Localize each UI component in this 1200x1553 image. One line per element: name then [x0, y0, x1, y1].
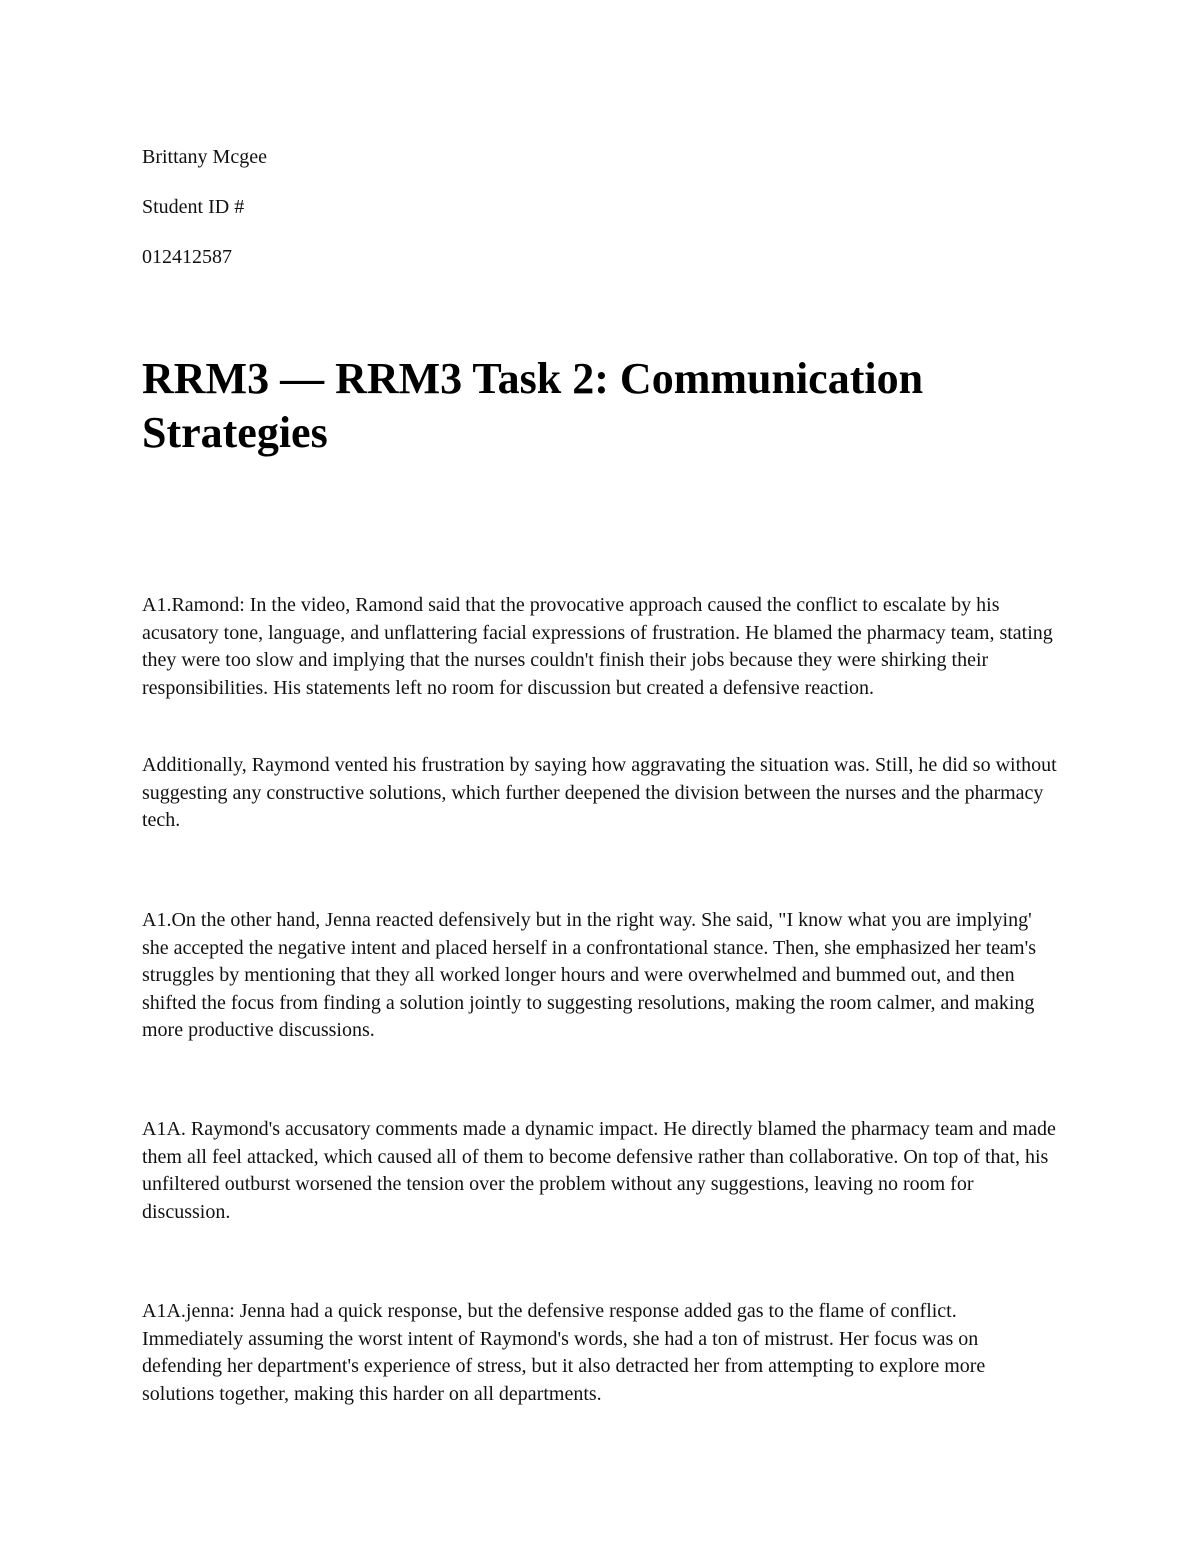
paragraph-a1a-raymond: A1A. Raymond's accusatory comments made a dynamic impact. He directly blamed the pharmacy team and made them all feel attacked, which caused all of them to become defensive rather than collaborative. On top of that, his unfiltered outburst worsened the tension over the problem without any suggestions, leaving no room for discussion.	[142, 1118, 1056, 1223]
student-id-value: 012412587	[142, 246, 232, 268]
paragraph-additionally: Additionally, Raymond vented his frustration by saying how aggravating the situation was. Still, he did so without suggesting any constructive solutions, which further deepened the division between the nurses and the pharmacy tech.	[142, 754, 1057, 831]
author-name: Brittany Mcgee	[142, 146, 267, 168]
paragraph-a1-jenna: A1.On the other hand, Jenna reacted defensively but in the right way. She said, "I know what you are implying' she accepted the negative intent and placed herself in a confrontational stance. Then, she emphasized her team's struggles by mentioning that they all worked longer hours and were overwhelmed and bummed out, and then shifted the focus from finding a solution jointly to suggesting resolutions, making the room calmer, and making more productive discussions.	[142, 909, 1036, 1041]
student-id-label: Student ID #	[142, 196, 245, 218]
paragraph-a1a-jenna: A1A.jenna: Jenna had a quick response, but the defensive response added gas to the flame of conflict. Immediately assuming the worst intent of Raymond's words, she had a ton of mistrust. Her focus was on defending her department's experience of stress, but it also detracted her from attempting to explore more solutions together, making this harder on all departments.	[142, 1300, 986, 1405]
paragraph-a1-ramond: A1.Ramond: In the video, Ramond said that the provocative approach caused the conflict to escalate by his acusatory tone, language, and unflattering facial expressions of frustration. He blamed the pharmacy team, stating they were too slow and implying that the nurses couldn't finish their jobs because they were shirking their responsibilities. His statements left no room for discussion but created a defensive reaction.	[142, 594, 1053, 699]
document-title: RRM3 — RRM3 Task 2: Communication Strategies	[142, 354, 924, 457]
